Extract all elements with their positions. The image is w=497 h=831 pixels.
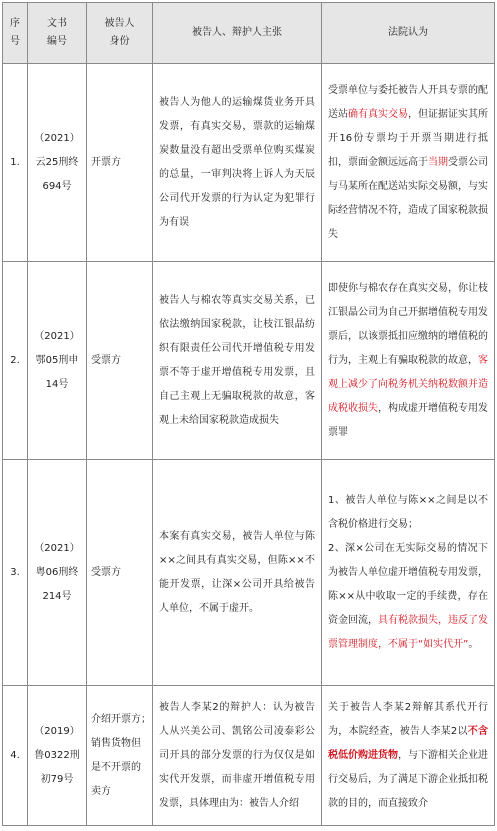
row-number: 1. <box>3 64 28 262</box>
header-doc: 文书 编号 <box>28 3 87 64</box>
header-role: 被告人 身份 <box>87 3 153 64</box>
defense-claim: 被告人李某2的辩护人：认为被告人从兴美公司、凯铭公司凌泰彩公司开具的部分发票的行为仅仅是如实代开发票，而非虚开增值税专用发票，具体理由为：被告人介绍 <box>153 686 322 826</box>
highlighted-text: 不含税低价购进货物 <box>328 725 488 761</box>
header-no: 序 号 <box>3 3 28 64</box>
defendant-role: 受票方 <box>87 460 153 686</box>
row-number: 3. <box>3 460 28 686</box>
highlighted-text: 当期 <box>428 156 448 168</box>
defendant-role: 开票方 <box>87 64 153 262</box>
defense-claim: 被告人为他人的运输煤货业务开具发票，有真实交易，票款的运输煤炭数量没有超出受票单位购买煤炭的总量，一审判决将上诉人为天辰公司代开发票的行为认定为犯罪行为有误 <box>153 64 322 262</box>
highlighted-text: 具有税款损失，违反了发票管理制度，不属于“如实代开” <box>328 614 488 650</box>
table-row <box>3 64 495 262</box>
court-opinion: 受票单位与委托被告人开具专票的配送站确有真实交易，但证据证实其所开16份专票均于开票当期进行抵扣，票面金额远远高于当期受票公司与马某所在配送站实际交易额，与实际经营情况不符，造成了国家税款损失 <box>322 64 495 262</box>
defendant-role: 受票方 <box>87 262 153 460</box>
doc-number: （2019） 鲁0322刑 初79号 <box>28 686 87 826</box>
defense-claim: 本案有真实交易，被告人单位与陈××之间具有真实交易，但陈××不能开发票，让深×公司开具给被告人单位，不属于虚开。 <box>153 460 322 686</box>
highlighted-text: 客观上减少了向税务机关纳税数额并造成税收损失 <box>328 354 488 414</box>
header-claim: 被告人、辩护人主张 <box>153 3 322 64</box>
case-comparison-table <box>2 2 495 826</box>
table-header-row <box>3 3 495 64</box>
row-number: 2. <box>3 262 28 460</box>
court-opinion: 关于被告人李某2辩解其系代开行为，本院经查，被告人李某2以不含税低价购进货物，与下游相关企业进行交易后，为了满足下游企业抵扣税款的目的，而直接致介 <box>322 686 495 826</box>
table-row <box>3 460 495 686</box>
table-row <box>3 686 495 826</box>
highlighted-text: 确有真实交易 <box>348 108 408 120</box>
court-opinion: 即使你与棉农存在真实交易，你让枝江银晶公司为自己开据增值税专用发票后，以该票抵扣应缴纳的增值税的行为，主观上有骗取税款的故意，客观上减少了向税务机关纳税数额并造成税收损失，构成虚开增值税专用发票罪 <box>322 262 495 460</box>
table-row <box>3 262 495 460</box>
header-court: 法院认为 <box>322 3 495 64</box>
defense-claim: 被告人与棉农等真实交易关系，已依法缴纳国家税款，让枝江银晶纺织有限责任公司代开增值税专用发票不等于虚开增值税专用发票，且自己主观上无骗取税款的故意，客观上未给国家税款造成损失 <box>153 262 322 460</box>
row-number: 4. <box>3 686 28 826</box>
court-opinion: 1、被告人单位与陈××之间是以不含税价格进行交易； 2、深×公司在无实际交易的情况下为被告人单位虚开增值税专用发票，陈××从中收取一定的手续费，存在资金回流，具有税款损失，违反了发票管理制度，不属于“如实代开”。 <box>322 460 495 686</box>
doc-number: （2021） 云25刑终 694号 <box>28 64 87 262</box>
doc-number: （2021） 粤06刑终 214号 <box>28 460 87 686</box>
defendant-role: 介绍开票方； 销售货物但 是不开票的 卖方 <box>87 686 153 826</box>
doc-number: （2021） 鄂05刑申 14号 <box>28 262 87 460</box>
